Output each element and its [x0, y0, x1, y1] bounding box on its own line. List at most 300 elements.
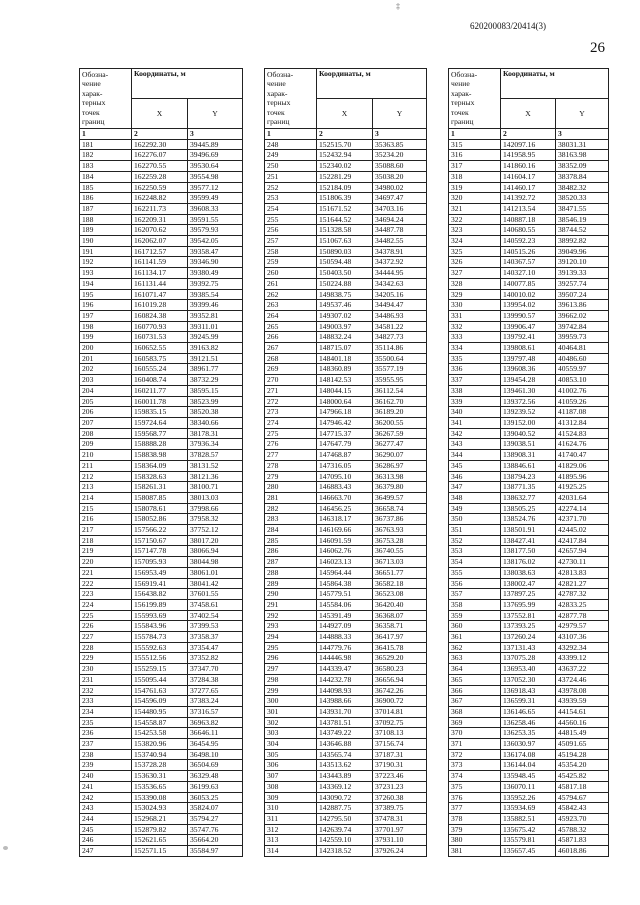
x-coordinate-cell: 135952.26: [501, 792, 556, 803]
x-coordinate-cell: 135657.45: [501, 846, 556, 857]
x-header: X: [317, 99, 373, 129]
y-coordinate-cell: 35114.86: [373, 343, 427, 354]
point-number-cell: 274: [265, 417, 317, 428]
y-coordinate-cell: 37352.82: [188, 653, 243, 664]
x-coordinate-cell: 161141.59: [132, 257, 188, 268]
table-row: [265, 139, 427, 150]
x-coordinate-cell: 141460.17: [501, 182, 556, 193]
point-number-cell: 243: [80, 803, 132, 814]
y-coordinate-cell: 42877.78: [556, 610, 609, 621]
table-row: [265, 621, 427, 632]
coordinates-table-right: [448, 68, 609, 857]
point-number-cell: 257: [265, 236, 317, 247]
y-coordinate-cell: 38961.77: [188, 364, 243, 375]
point-number-cell: 214: [80, 492, 132, 503]
column-number-row: [80, 129, 243, 140]
table-row: [80, 182, 243, 193]
point-number-cell: 341: [449, 417, 501, 428]
point-number-cell: 270: [265, 375, 317, 386]
y-coordinate-cell: 41740.47: [556, 450, 609, 461]
table-row: [265, 289, 427, 300]
y-coordinate-cell: 37752.12: [188, 525, 243, 536]
x-coordinate-cell: 147647.79: [317, 439, 373, 450]
table-row: [265, 343, 427, 354]
x-coordinate-cell: 138501.91: [501, 525, 556, 536]
point-number-cell: 319: [449, 182, 501, 193]
y-coordinate-cell: 38378.84: [556, 171, 609, 182]
table-row: [265, 268, 427, 279]
y-coordinate-cell: 38044.98: [188, 557, 243, 568]
y-coordinate-cell: 38178.31: [188, 428, 243, 439]
y-coordinate-cell: 36580.23: [373, 664, 427, 675]
table-body: [80, 139, 243, 856]
point-number-cell: 211: [80, 460, 132, 471]
point-number-cell: 240: [80, 771, 132, 782]
point-number-cell: 336: [449, 364, 501, 375]
table-row: [80, 482, 243, 493]
x-coordinate-cell: 136953.40: [501, 664, 556, 675]
table-row: [265, 482, 427, 493]
x-coordinate-cell: 147715.37: [317, 428, 373, 439]
point-number-cell: 256: [265, 225, 317, 236]
table-row: [80, 557, 243, 568]
table-row: [80, 332, 243, 343]
x-coordinate-cell: 142559.10: [317, 835, 373, 846]
y-coordinate-cell: 40486.60: [556, 353, 609, 364]
y-coordinate-cell: 38992.82: [556, 236, 609, 247]
table-row: [80, 835, 243, 846]
point-number-cell: 338: [449, 385, 501, 396]
point-number-cell: 297: [265, 664, 317, 675]
point-number-cell: 356: [449, 578, 501, 589]
table-row: [265, 642, 427, 653]
y-coordinate-cell: 37926.24: [373, 846, 427, 857]
point-number-cell: 205: [80, 396, 132, 407]
point-number-cell: 232: [80, 685, 132, 696]
x-coordinate-cell: 139038.51: [501, 439, 556, 450]
point-number-cell: 217: [80, 525, 132, 536]
x-coordinate-cell: 151067.63: [317, 236, 373, 247]
point-number-cell: 287: [265, 557, 317, 568]
x-coordinate-cell: 151806.39: [317, 193, 373, 204]
table-row: [449, 824, 609, 835]
y-coordinate-cell: 38523.99: [188, 396, 243, 407]
point-number-cell: 381: [449, 846, 501, 857]
y-coordinate-cell: 36523.08: [373, 589, 427, 600]
x-coordinate-cell: 144232.78: [317, 674, 373, 685]
x-coordinate-cell: 157147.78: [132, 546, 188, 557]
y-coordinate-cell: 36737.86: [373, 514, 427, 525]
table-body: [449, 139, 609, 856]
point-number-cell: 263: [265, 300, 317, 311]
y-coordinate-cell: 37936.34: [188, 439, 243, 450]
table-row: [449, 749, 609, 760]
x-coordinate-cell: 160583.75: [132, 353, 188, 364]
y-coordinate-cell: 36290.07: [373, 450, 427, 461]
y-coordinate-cell: 41059.26: [556, 396, 609, 407]
y-coordinate-cell: 39579.93: [188, 225, 243, 236]
y-coordinate-cell: 39358.47: [188, 246, 243, 257]
y-coordinate-cell: 34703.16: [373, 203, 427, 214]
y-coordinate-cell: 36329.48: [188, 771, 243, 782]
point-number-cell: 271: [265, 385, 317, 396]
point-code-header: Обозна- чение харак- терных точек границ: [80, 69, 132, 129]
y-coordinate-cell: 39245.99: [188, 332, 243, 343]
x-coordinate-cell: 137552.81: [501, 610, 556, 621]
table-header-row: [265, 69, 427, 99]
x-coordinate-cell: 158328.63: [132, 471, 188, 482]
point-number-cell: 190: [80, 236, 132, 247]
column-number-3: 3: [188, 129, 243, 140]
point-number-cell: 329: [449, 289, 501, 300]
point-number-cell: 289: [265, 578, 317, 589]
x-coordinate-cell: 162209.31: [132, 214, 188, 225]
point-number-cell: 181: [80, 139, 132, 150]
y-coordinate-cell: 37231.23: [373, 781, 427, 792]
point-number-cell: 189: [80, 225, 132, 236]
point-number-cell: 291: [265, 599, 317, 610]
y-coordinate-cell: 36358.71: [373, 621, 427, 632]
y-coordinate-cell: 38520.33: [556, 193, 609, 204]
point-number-cell: 182: [80, 150, 132, 161]
x-coordinate-cell: 141213.54: [501, 203, 556, 214]
y-coordinate-cell: 36162.70: [373, 396, 427, 407]
table-row: [265, 567, 427, 578]
y-coordinate-cell: 36504.69: [188, 760, 243, 771]
point-number-cell: 215: [80, 503, 132, 514]
x-coordinate-cell: 136918.43: [501, 685, 556, 696]
x-coordinate-cell: 158838.98: [132, 450, 188, 461]
table-row: [80, 728, 243, 739]
x-coordinate-cell: 146062.76: [317, 546, 373, 557]
point-number-cell: 245: [80, 824, 132, 835]
table-row: [449, 396, 609, 407]
y-coordinate-cell: 34487.78: [373, 225, 427, 236]
point-number-cell: 273: [265, 407, 317, 418]
x-coordinate-cell: 150224.88: [317, 278, 373, 289]
point-number-cell: 345: [449, 460, 501, 471]
table-row: [449, 525, 609, 536]
table-row: [449, 792, 609, 803]
point-number-cell: 362: [449, 642, 501, 653]
y-coordinate-cell: 43399.12: [556, 653, 609, 664]
point-number-cell: 228: [80, 642, 132, 653]
y-coordinate-cell: 39121.51: [188, 353, 243, 364]
table-row: [449, 599, 609, 610]
y-coordinate-cell: 38031.31: [556, 139, 609, 150]
point-number-cell: 277: [265, 450, 317, 461]
y-coordinate-cell: 34342.63: [373, 278, 427, 289]
table-row: [80, 578, 243, 589]
point-number-cell: 224: [80, 599, 132, 610]
point-number-cell: 340: [449, 407, 501, 418]
table-row: [449, 182, 609, 193]
y-coordinate-cell: 34980.02: [373, 182, 427, 193]
x-coordinate-cell: 135934.69: [501, 803, 556, 814]
table-row: [80, 760, 243, 771]
y-coordinate-cell: 39530.64: [188, 161, 243, 172]
point-number-cell: 285: [265, 535, 317, 546]
table-row: [265, 300, 427, 311]
y-coordinate-cell: 39542.05: [188, 236, 243, 247]
table-row: [449, 685, 609, 696]
x-coordinate-cell: 142795.50: [317, 814, 373, 825]
point-number-cell: 254: [265, 203, 317, 214]
x-coordinate-cell: 142097.16: [501, 139, 556, 150]
coordinates-header: Координаты, м: [132, 69, 243, 99]
y-coordinate-cell: 41829.06: [556, 460, 609, 471]
x-coordinate-cell: 143781.51: [317, 717, 373, 728]
x-coordinate-cell: 156953.49: [132, 567, 188, 578]
table-row: [80, 171, 243, 182]
x-coordinate-cell: 143565.74: [317, 749, 373, 760]
y-coordinate-cell: 36498.10: [188, 749, 243, 760]
table-row: [449, 150, 609, 161]
table-row: [265, 332, 427, 343]
y-coordinate-cell: 37014.81: [373, 706, 427, 717]
point-number-cell: 268: [265, 353, 317, 364]
x-coordinate-cell: 138176.02: [501, 557, 556, 568]
table-row: [449, 171, 609, 182]
point-number-cell: 376: [449, 792, 501, 803]
table-row: [265, 578, 427, 589]
y-coordinate-cell: 36900.72: [373, 696, 427, 707]
point-number-cell: 266: [265, 332, 317, 343]
x-coordinate-cell: 138038.63: [501, 567, 556, 578]
table-row: [80, 439, 243, 450]
point-number-cell: 342: [449, 428, 501, 439]
x-coordinate-cell: 157095.93: [132, 557, 188, 568]
table-row: [80, 846, 243, 857]
y-coordinate-cell: 39120.10: [556, 257, 609, 268]
y-coordinate-cell: 37601.55: [188, 589, 243, 600]
x-coordinate-cell: 139454.28: [501, 375, 556, 386]
x-coordinate-cell: 146883.43: [317, 482, 373, 493]
point-number-cell: 269: [265, 364, 317, 375]
x-coordinate-cell: 151671.52: [317, 203, 373, 214]
table-row: [265, 257, 427, 268]
x-coordinate-cell: 147966.18: [317, 407, 373, 418]
x-coordinate-cell: 160770.93: [132, 321, 188, 332]
table-row: [449, 621, 609, 632]
y-coordinate-cell: 42979.57: [556, 621, 609, 632]
point-number-cell: 220: [80, 557, 132, 568]
table-row: [265, 321, 427, 332]
point-number-cell: 357: [449, 589, 501, 600]
point-number-cell: 244: [80, 814, 132, 825]
y-coordinate-cell: 43107.36: [556, 632, 609, 643]
table-row: [265, 203, 427, 214]
point-number-cell: 366: [449, 685, 501, 696]
x-coordinate-cell: 148000.64: [317, 396, 373, 407]
y-coordinate-cell: 39352.81: [188, 310, 243, 321]
point-number-cell: 252: [265, 182, 317, 193]
point-number-cell: 201: [80, 353, 132, 364]
point-number-cell: 333: [449, 332, 501, 343]
point-number-cell: 216: [80, 514, 132, 525]
y-coordinate-cell: 41925.25: [556, 482, 609, 493]
table-row: [449, 503, 609, 514]
y-coordinate-cell: 34697.47: [373, 193, 427, 204]
table-row: [265, 781, 427, 792]
table-row: [449, 760, 609, 771]
point-number-cell: 310: [265, 803, 317, 814]
table-row: [265, 214, 427, 225]
point-number-cell: 237: [80, 739, 132, 750]
point-number-cell: 347: [449, 482, 501, 493]
y-coordinate-cell: 37478.31: [373, 814, 427, 825]
y-coordinate-cell: 43292.34: [556, 642, 609, 653]
y-coordinate-cell: 38013.03: [188, 492, 243, 503]
table-row: [265, 674, 427, 685]
point-number-cell: 350: [449, 514, 501, 525]
x-coordinate-cell: 141604.17: [501, 171, 556, 182]
coordinates-header: Координаты, м: [317, 69, 427, 99]
y-coordinate-cell: 45794.67: [556, 792, 609, 803]
x-coordinate-cell: 136253.35: [501, 728, 556, 739]
point-number-cell: 234: [80, 706, 132, 717]
point-number-cell: 331: [449, 310, 501, 321]
point-number-cell: 355: [449, 567, 501, 578]
y-coordinate-cell: 37958.32: [188, 514, 243, 525]
point-number-cell: 335: [449, 353, 501, 364]
table-row: [265, 771, 427, 782]
table-row: [80, 417, 243, 428]
x-coordinate-cell: 162250.59: [132, 182, 188, 193]
y-coordinate-cell: 35500.64: [373, 353, 427, 364]
table-row: [449, 706, 609, 717]
point-number-cell: 320: [449, 193, 501, 204]
x-coordinate-cell: 140367.57: [501, 257, 556, 268]
table-row: [449, 482, 609, 493]
point-number-cell: 317: [449, 161, 501, 172]
table-row: [80, 771, 243, 782]
y-coordinate-cell: 45425.82: [556, 771, 609, 782]
table-row: [265, 749, 427, 760]
point-number-cell: 195: [80, 289, 132, 300]
y-coordinate-cell: 38100.71: [188, 482, 243, 493]
point-number-cell: 218: [80, 535, 132, 546]
x-coordinate-cell: 143369.12: [317, 781, 373, 792]
x-coordinate-cell: 152879.82: [132, 824, 188, 835]
table-row: [80, 803, 243, 814]
y-coordinate-cell: 35824.07: [188, 803, 243, 814]
x-coordinate-cell: 158052.86: [132, 514, 188, 525]
y-coordinate-cell: 36658.74: [373, 503, 427, 514]
table-row: [265, 803, 427, 814]
x-coordinate-cell: 162062.07: [132, 236, 188, 247]
table-row: [265, 471, 427, 482]
y-coordinate-cell: 39662.02: [556, 310, 609, 321]
y-coordinate-cell: 41312.84: [556, 417, 609, 428]
x-coordinate-cell: 139372.56: [501, 396, 556, 407]
point-number-cell: 223: [80, 589, 132, 600]
x-coordinate-cell: 161712.57: [132, 246, 188, 257]
table-row: [449, 343, 609, 354]
table-row: [80, 460, 243, 471]
point-number-cell: 374: [449, 771, 501, 782]
column-number-2: 2: [501, 129, 556, 140]
table-row: [449, 321, 609, 332]
x-coordinate-cell: 136174.08: [501, 749, 556, 760]
table-row: [80, 792, 243, 803]
point-number-cell: 239: [80, 760, 132, 771]
y-coordinate-cell: 38482.32: [556, 182, 609, 193]
x-coordinate-cell: 162070.62: [132, 225, 188, 236]
x-coordinate-cell: 160824.38: [132, 310, 188, 321]
x-coordinate-cell: 152184.09: [317, 182, 373, 193]
point-number-cell: 275: [265, 428, 317, 439]
y-coordinate-cell: 37399.53: [188, 621, 243, 632]
x-coordinate-cell: 153820.96: [132, 739, 188, 750]
point-number-cell: 288: [265, 567, 317, 578]
y-coordinate-cell: 36415.78: [373, 642, 427, 653]
top-mark: ‡: [396, 2, 400, 11]
y-coordinate-cell: 40853.10: [556, 375, 609, 386]
x-coordinate-cell: 138771.35: [501, 482, 556, 493]
point-number-cell: 207: [80, 417, 132, 428]
y-coordinate-cell: 43978.08: [556, 685, 609, 696]
x-coordinate-cell: 136030.97: [501, 739, 556, 750]
x-coordinate-cell: 145964.44: [317, 567, 373, 578]
y-coordinate-cell: 45788.32: [556, 824, 609, 835]
y-coordinate-cell: 35038.20: [373, 171, 427, 182]
x-coordinate-cell: 155512.56: [132, 653, 188, 664]
y-coordinate-cell: 43939.59: [556, 696, 609, 707]
x-coordinate-cell: 139808.61: [501, 343, 556, 354]
table-row: [265, 535, 427, 546]
table-row: [265, 161, 427, 172]
x-coordinate-cell: 146663.70: [317, 492, 373, 503]
x-coordinate-cell: 140887.18: [501, 214, 556, 225]
point-number-cell: 332: [449, 321, 501, 332]
point-number-cell: 370: [449, 728, 501, 739]
y-coordinate-cell: 39399.46: [188, 300, 243, 311]
x-coordinate-cell: 149307.02: [317, 310, 373, 321]
y-coordinate-cell: 38520.38: [188, 407, 243, 418]
point-code-header: Обозна- чение харак- терных точек границ: [449, 69, 501, 129]
x-coordinate-cell: 145779.51: [317, 589, 373, 600]
x-coordinate-cell: 139040.52: [501, 428, 556, 439]
table-row: [80, 599, 243, 610]
point-number-cell: 337: [449, 375, 501, 386]
y-coordinate-cell: 42821.27: [556, 578, 609, 589]
table-row: [80, 664, 243, 675]
point-number-cell: 353: [449, 546, 501, 557]
y-coordinate-cell: 35363.85: [373, 139, 427, 150]
x-coordinate-cell: 148715.07: [317, 343, 373, 354]
y-coordinate-cell: 39257.74: [556, 278, 609, 289]
y-coordinate-cell: 38131.52: [188, 460, 243, 471]
point-number-cell: 187: [80, 203, 132, 214]
table-row: [449, 300, 609, 311]
table-row: [80, 824, 243, 835]
x-coordinate-cell: 146169.66: [317, 525, 373, 536]
table-row: [80, 246, 243, 257]
point-number-cell: 194: [80, 278, 132, 289]
x-coordinate-cell: 136258.46: [501, 717, 556, 728]
x-coordinate-cell: 144339.47: [317, 664, 373, 675]
y-coordinate-cell: 36651.77: [373, 567, 427, 578]
x-coordinate-cell: 146318.17: [317, 514, 373, 525]
x-coordinate-cell: 141860.16: [501, 161, 556, 172]
column-number-2: 2: [317, 129, 373, 140]
y-coordinate-cell: 45817.18: [556, 781, 609, 792]
point-number-cell: 183: [80, 161, 132, 172]
x-coordinate-cell: 147946.42: [317, 417, 373, 428]
y-coordinate-cell: 36420.40: [373, 599, 427, 610]
point-number-cell: 255: [265, 214, 317, 225]
